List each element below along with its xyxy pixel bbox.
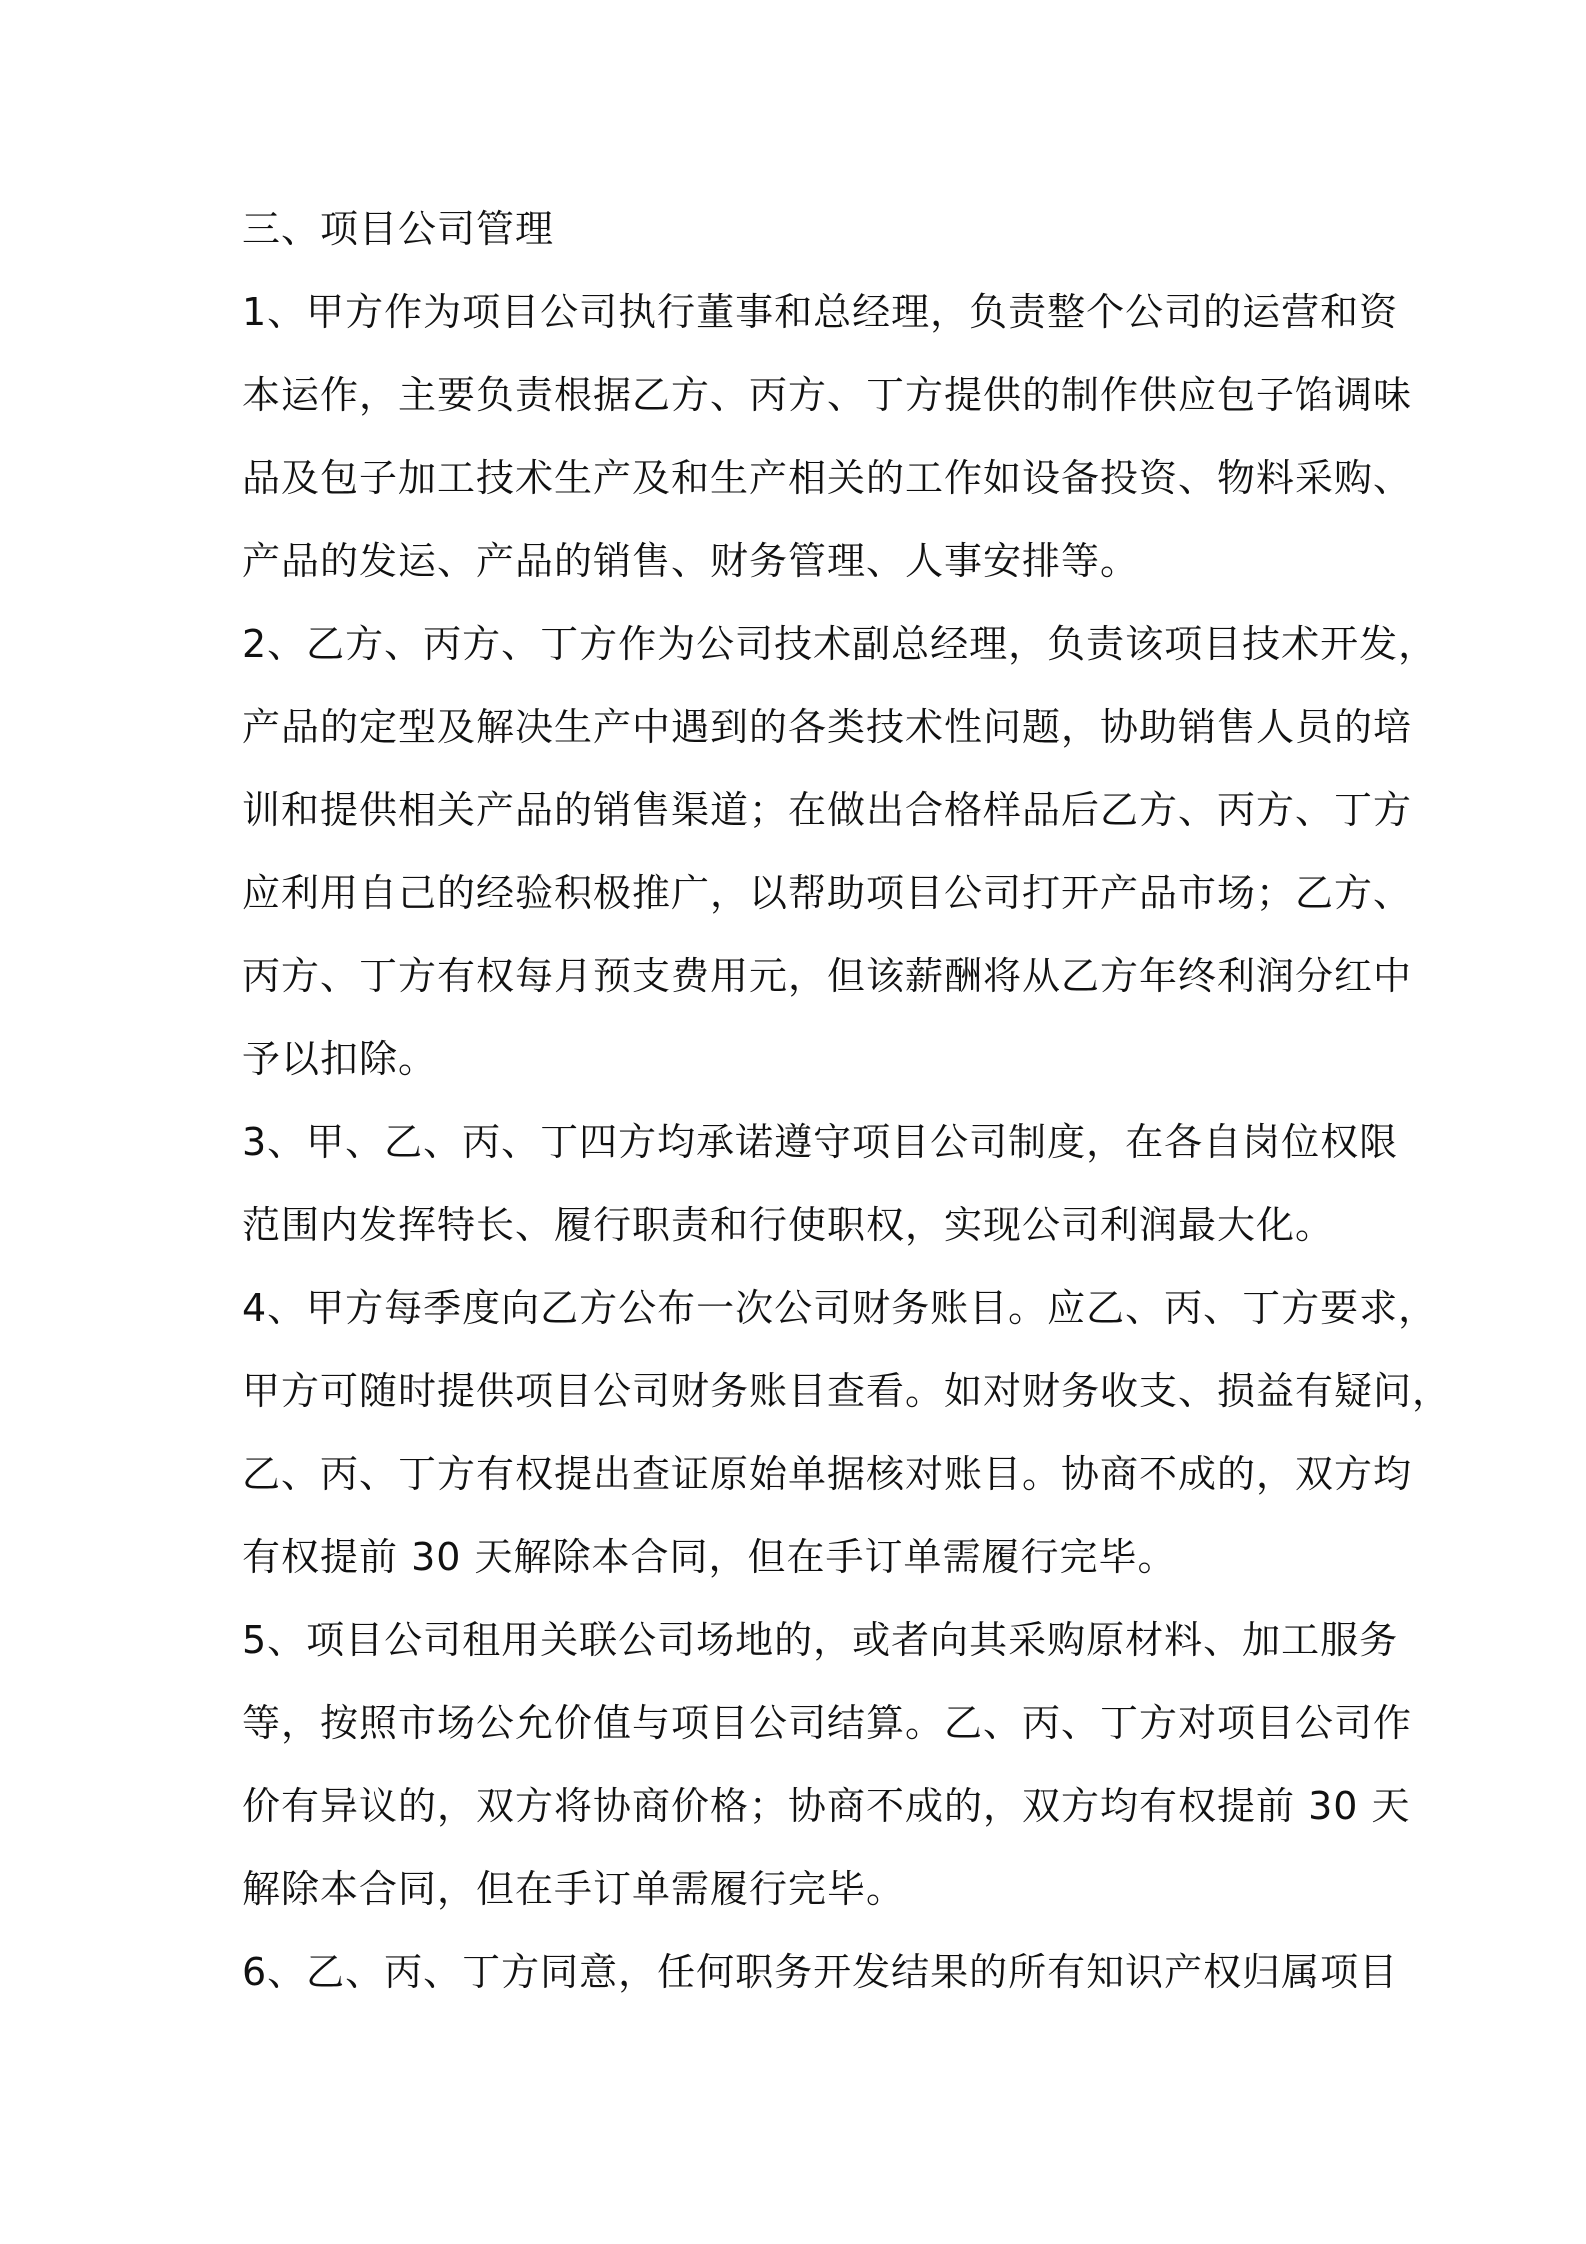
body-line: 范围内发挥特长、履行职责和行使职权，实现公司利润最大化。 (242, 1203, 1335, 1247)
body-line: 甲方可随时提供项目公司财务账目查看。如对财务收支、损益有疑问， (242, 1369, 1452, 1413)
body-line: 解除本合同，但在手订单需履行完毕。 (242, 1867, 906, 1911)
body-line: 丙方、丁方有权每月预支费用元，但该薪酬将从乙方年终利润分红中 (242, 954, 1413, 998)
body-line: 训和提供相关产品的销售渠道；在做出合格样品后乙方、丙方、丁方 (242, 788, 1413, 832)
body-line: 价有异议的，双方将协商价格；协商不成的，双方均有权提前 30 天 (242, 1784, 1411, 1828)
body-line: 予以扣除。 (242, 1037, 438, 1081)
section-heading: 三、项目公司管理 (242, 207, 555, 251)
body-line: 4、甲方每季度向乙方公布一次公司财务账目。应乙、丙、丁方要求， (242, 1286, 1438, 1330)
body-line: 有权提前 30 天解除本合同，但在手订单需履行完毕。 (242, 1535, 1177, 1579)
body-line: 产品的定型及解决生产中遇到的各类技术性问题，协助销售人员的培 (242, 705, 1413, 749)
body-line: 5、项目公司租用关联公司场地的，或者向其采购原材料、加工服务 (242, 1618, 1399, 1662)
body-line: 品及包子加工技术生产及和生产相关的工作如设备投资、物料采购、 (242, 456, 1413, 500)
body-line: 等，按照市场公允价值与项目公司结算。乙、丙、丁方对项目公司作 (242, 1701, 1413, 1745)
body-line: 本运作，主要负责根据乙方、丙方、丁方提供的制作供应包子馅调味 (242, 373, 1413, 417)
body-line: 1、甲方作为项目公司执行董事和总经理，负责整个公司的运营和资 (242, 290, 1399, 334)
body-line: 2、乙方、丙方、丁方作为公司技术副总经理，负责该项目技术开发， (242, 622, 1438, 666)
body-line: 产品的发运、产品的销售、财务管理、人事安排等。 (242, 539, 1140, 583)
body-line: 应利用自己的经验积极推广，以帮助项目公司打开产品市场；乙方、 (242, 871, 1413, 915)
body-line: 3、甲、乙、丙、丁四方均承诺遵守项目公司制度，在各自岗位权限 (242, 1120, 1399, 1164)
body-line: 乙、丙、丁方有权提出查证原始单据核对账目。协商不成的，双方均 (242, 1452, 1413, 1496)
body-line: 6、乙、丙、丁方同意，任何职务开发结果的所有知识产权归属项目 (242, 1950, 1399, 1994)
